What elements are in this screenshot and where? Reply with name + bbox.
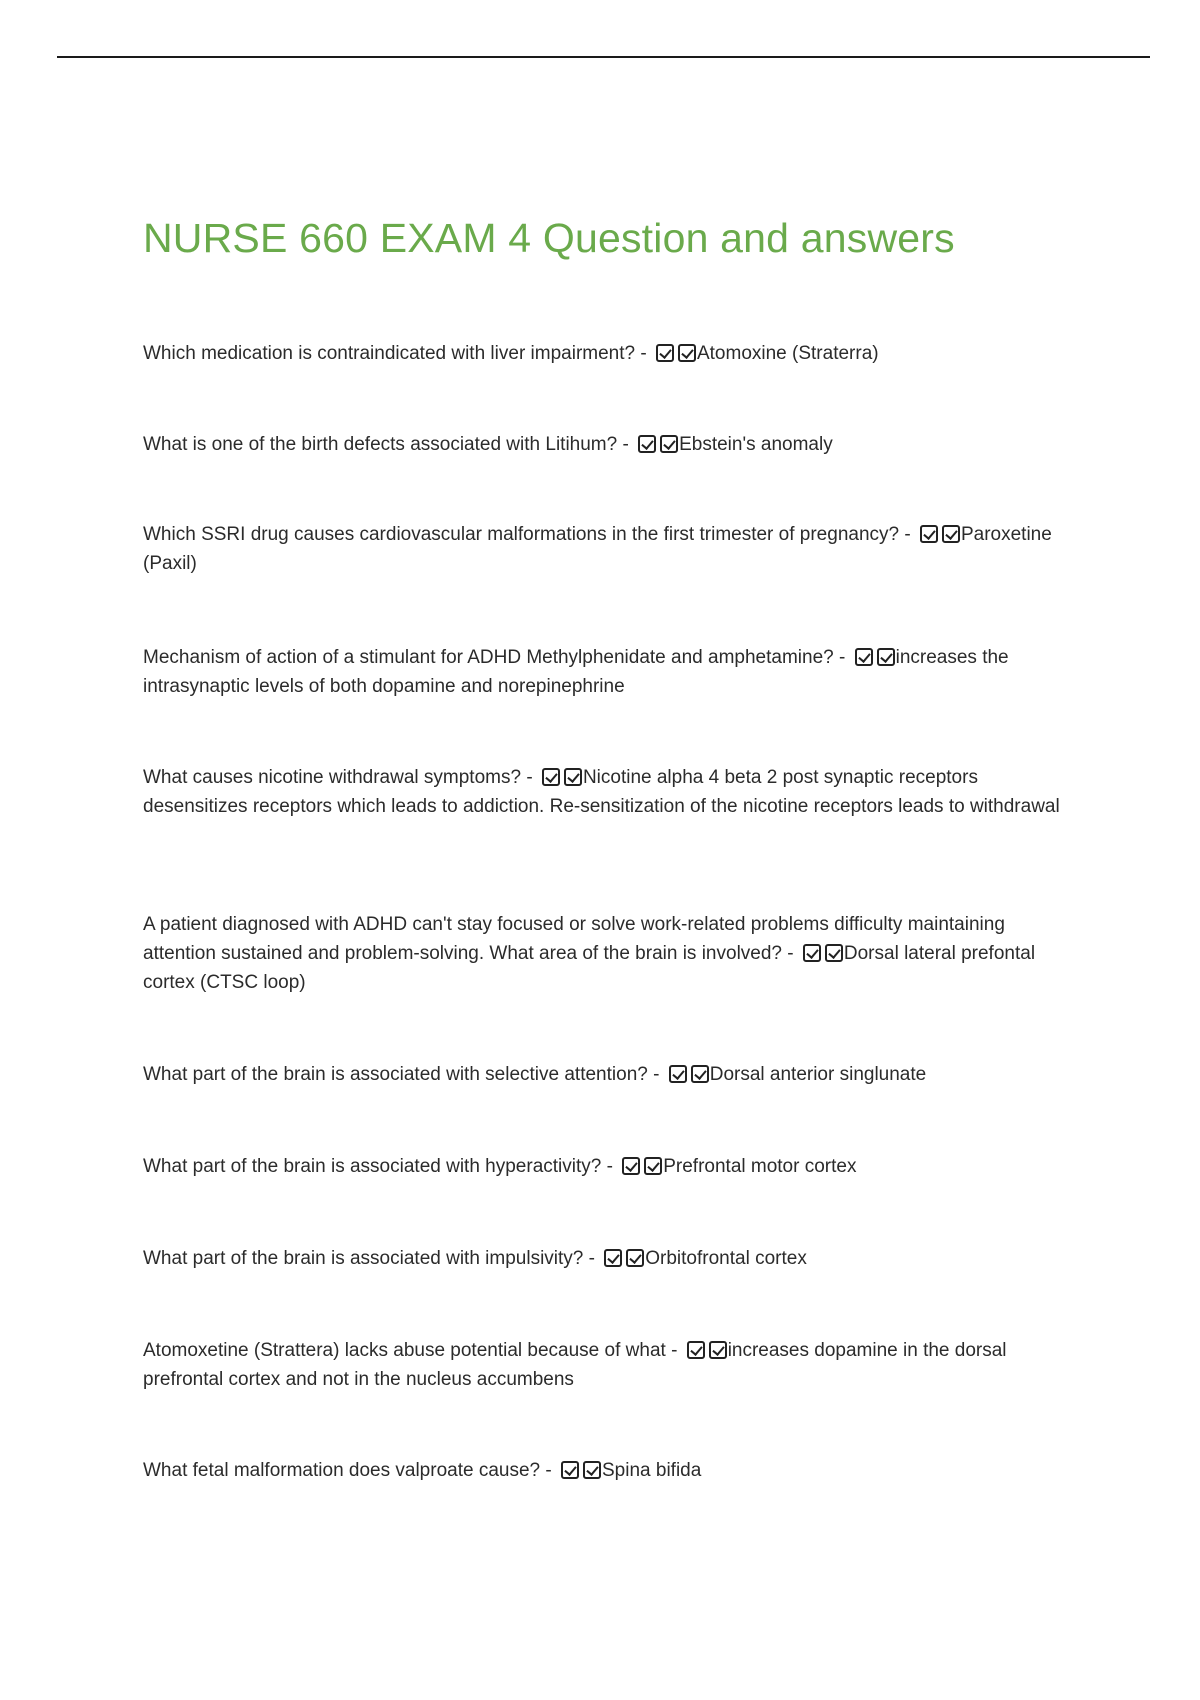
separator: - bbox=[540, 1460, 557, 1481]
question-text: What causes nicotine withdrawal symptoms? bbox=[143, 767, 522, 788]
answer-text: increases dopamine in the dorsal prefrontal cortex and not in the nucleus accumbens bbox=[143, 1340, 1007, 1390]
question-text: What part of the brain is associated with selective attention? bbox=[143, 1064, 648, 1085]
qa-item bbox=[143, 763, 1073, 821]
check-icon bbox=[622, 1157, 640, 1175]
check-icon bbox=[855, 648, 873, 666]
separator: - bbox=[833, 647, 851, 668]
qa-item bbox=[143, 1336, 1073, 1394]
check-icon bbox=[825, 944, 843, 962]
check-icon bbox=[638, 435, 656, 453]
check-icon bbox=[678, 344, 696, 362]
answer-text: Ebstein's anomaly bbox=[679, 434, 833, 455]
question-text: Atomoxetine (Strattera) lacks abuse potential because of what bbox=[143, 1340, 666, 1361]
check-icon bbox=[656, 344, 674, 362]
check-icon bbox=[942, 525, 960, 543]
qa-item bbox=[143, 1152, 1073, 1181]
separator: - bbox=[601, 1156, 619, 1177]
separator: - bbox=[617, 434, 635, 455]
qa-item bbox=[143, 643, 1073, 701]
answer-text: Dorsal lateral prefontal cortex (CTSC loop) bbox=[143, 943, 1036, 993]
separator: - bbox=[647, 1064, 665, 1085]
qa-item bbox=[143, 430, 1073, 459]
answer-text: Paroxetine (Paxil) bbox=[143, 524, 1052, 574]
answer-text: Orbitofrontal cortex bbox=[645, 1248, 807, 1269]
answer-text: Dorsal anterior singlunate bbox=[709, 1064, 927, 1085]
page-title: NURSE 660 EXAM 4 Question and answers bbox=[143, 215, 955, 261]
check-icon bbox=[660, 435, 678, 453]
check-icon bbox=[561, 1461, 579, 1479]
question-text: What part of the brain is associated with hyperactivity? bbox=[143, 1156, 602, 1177]
question-text: Which SSRI drug causes cardiovascular malformations in the first trimester of pregnancy? bbox=[143, 524, 900, 545]
check-icon bbox=[669, 1065, 687, 1083]
qa-item bbox=[143, 520, 1073, 578]
check-icon bbox=[542, 768, 560, 786]
check-icon bbox=[626, 1249, 644, 1267]
check-icon bbox=[803, 944, 821, 962]
check-icon bbox=[709, 1341, 727, 1359]
separator: - bbox=[635, 343, 652, 364]
answer-text: Atomoxine (Straterra) bbox=[696, 343, 879, 364]
top-rule bbox=[57, 56, 1150, 58]
question-text: Which medication is contraindicated with liver impairment? bbox=[143, 343, 636, 364]
qa-item bbox=[143, 339, 1073, 368]
separator: - bbox=[665, 1340, 683, 1361]
answer-text: increases the intrasynaptic levels of both dopamine and norepinephrine bbox=[143, 647, 1009, 697]
check-icon bbox=[691, 1065, 709, 1083]
check-icon bbox=[920, 525, 938, 543]
qa-item bbox=[143, 1060, 1073, 1089]
check-icon bbox=[604, 1249, 622, 1267]
qa-item bbox=[143, 1456, 1073, 1485]
question-text: Mechanism of action of a stimulant for ADHD Methylphenidate and amphetamine? bbox=[143, 647, 834, 668]
qa-item bbox=[143, 1244, 1073, 1273]
separator: - bbox=[521, 767, 538, 788]
check-icon bbox=[644, 1157, 662, 1175]
question-text: What fetal malformation does valproate cause? bbox=[143, 1460, 541, 1481]
check-icon bbox=[687, 1341, 705, 1359]
separator: - bbox=[899, 524, 916, 545]
qa-item bbox=[143, 910, 1073, 997]
answer-text: Spina bifida bbox=[602, 1460, 702, 1481]
separator: - bbox=[782, 943, 799, 964]
check-icon bbox=[564, 768, 582, 786]
separator: - bbox=[583, 1248, 601, 1269]
question-text: A patient diagnosed with ADHD can't stay focused or solve work-related problems difficulty maintaining attention sustained and problem-solving. What area of the brain is involved? bbox=[143, 914, 1005, 964]
question-text: What is one of the birth defects associated with Litihum? bbox=[143, 434, 618, 455]
answer-text: Nicotine alpha 4 beta 2 post synaptic receptors desensitizes receptors which leads to addiction. Re-sensitization of the nicotine receptors leads to withdrawal bbox=[143, 767, 1060, 817]
answer-text: Prefrontal motor cortex bbox=[663, 1156, 857, 1177]
check-icon bbox=[583, 1461, 601, 1479]
question-text: What part of the brain is associated with impulsivity? bbox=[143, 1248, 584, 1269]
check-icon bbox=[877, 648, 895, 666]
